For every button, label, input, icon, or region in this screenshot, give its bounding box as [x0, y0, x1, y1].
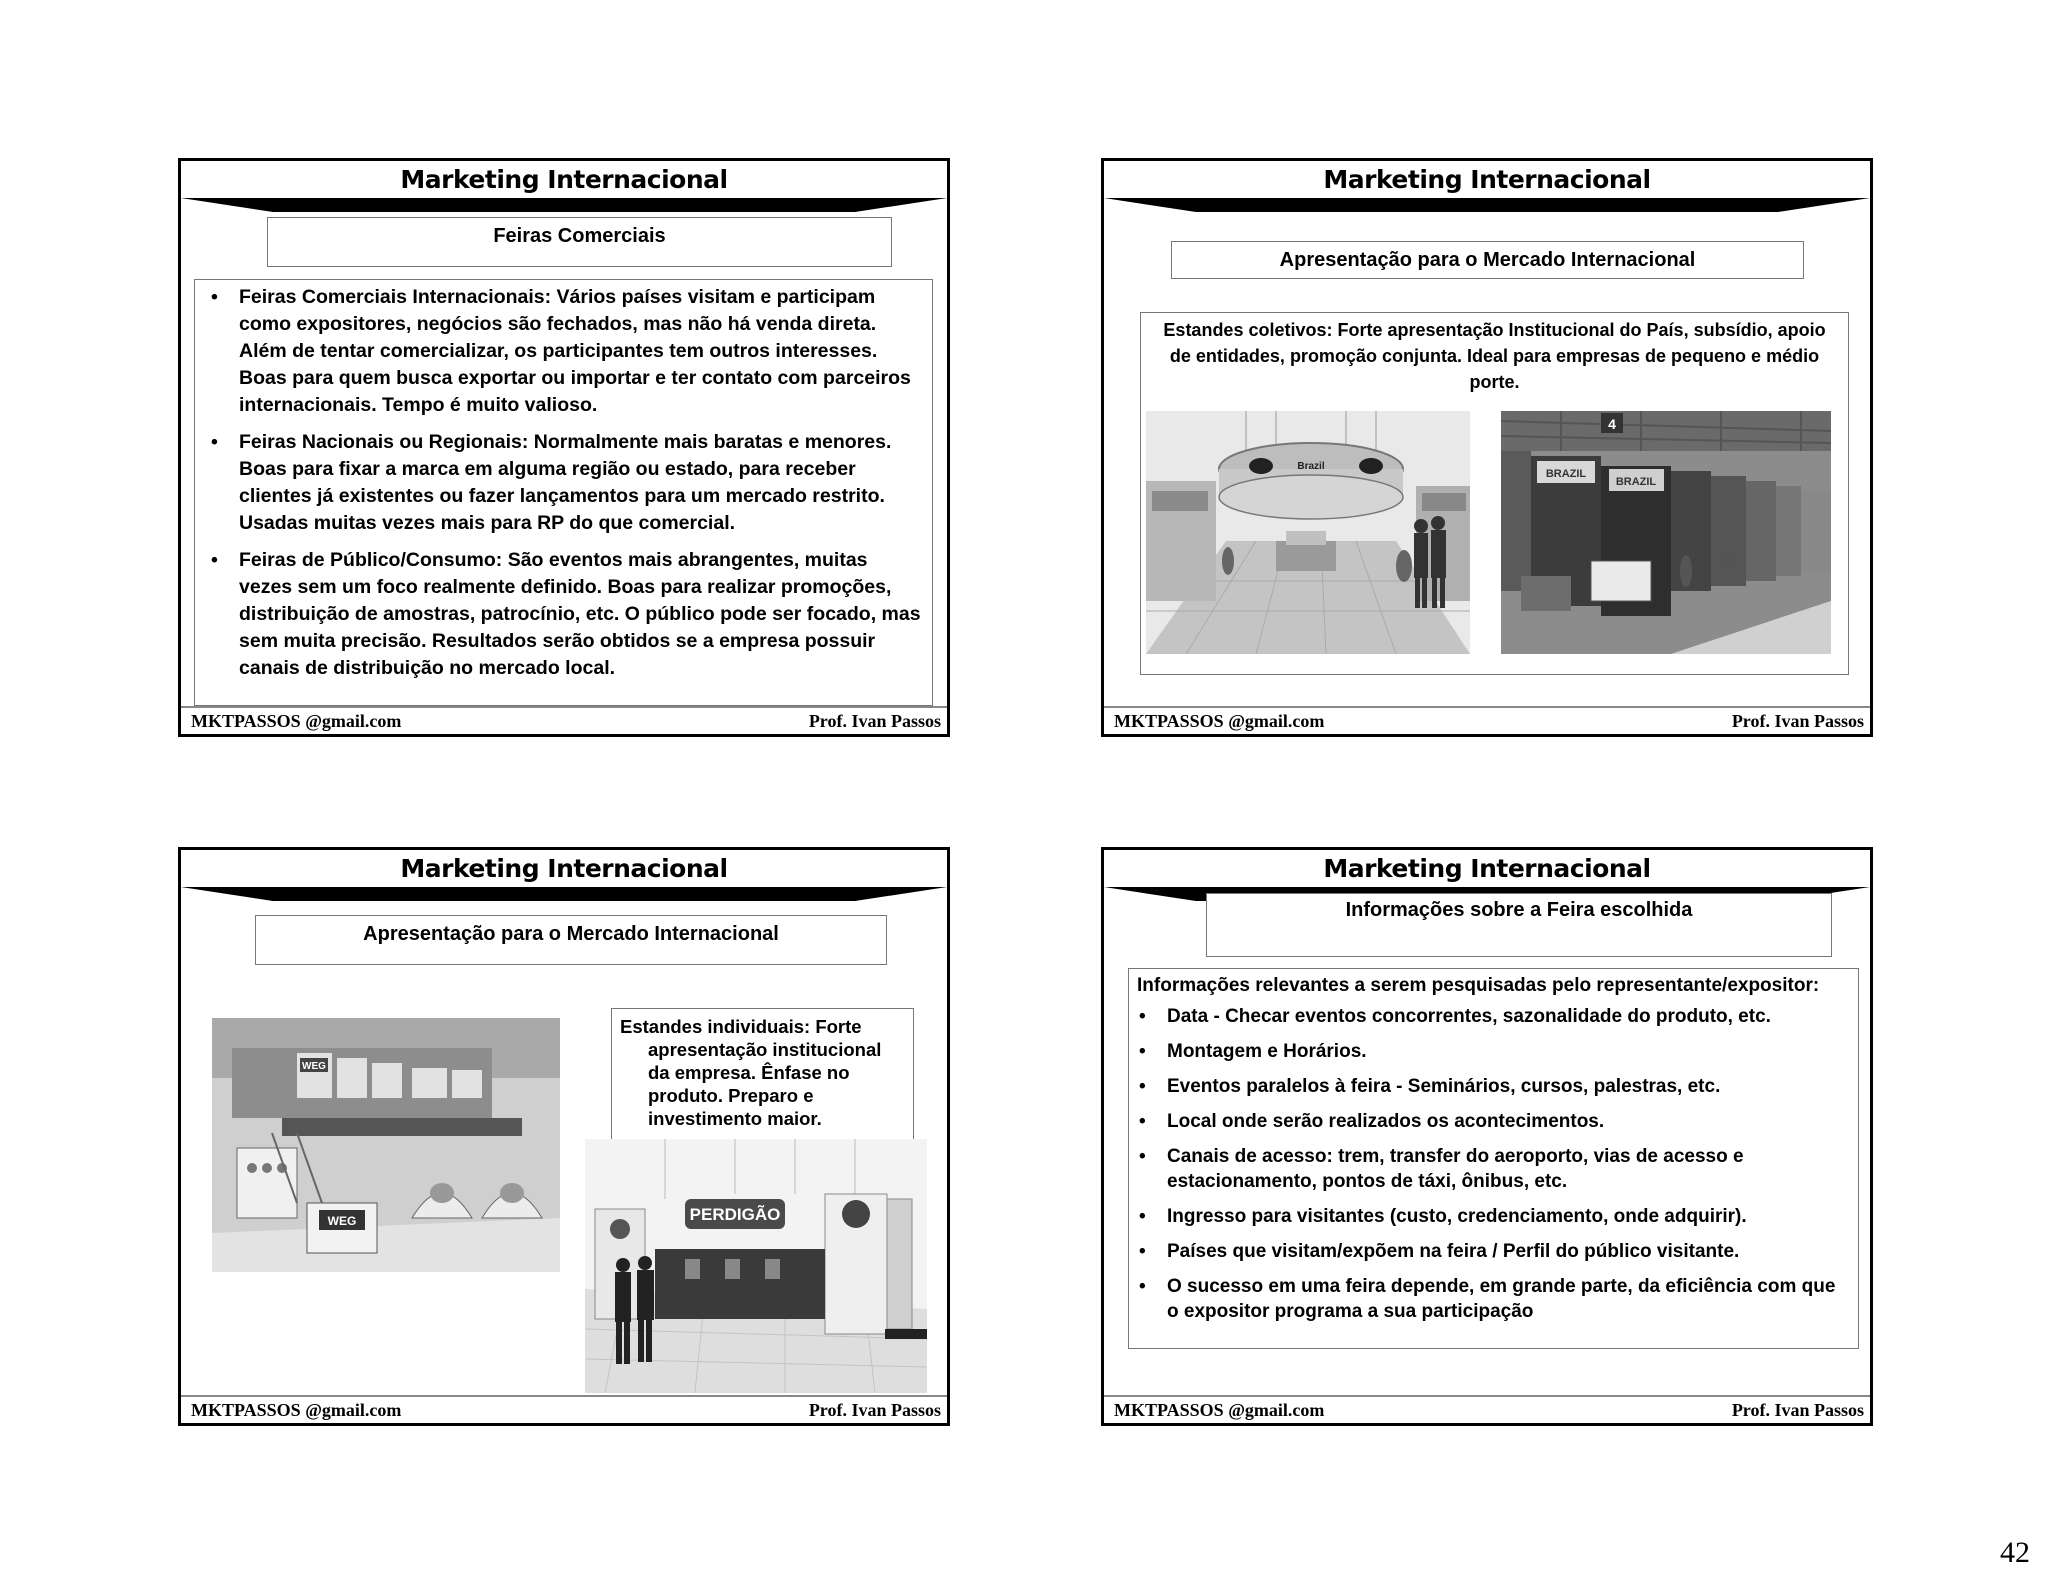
footer-email: MKTPASSOS @gmail.com: [1114, 1400, 1325, 1420]
bullet-item: [203, 547, 924, 682]
bullet-dot: •: [211, 549, 218, 571]
bullet-item: [1137, 1274, 1850, 1324]
slide-informacoes-feira: [1101, 847, 1873, 1426]
footer-email: MKTPASSOS @gmail.com: [191, 711, 402, 731]
footer-rule: [1104, 1395, 1870, 1397]
slide-title: Marketing Internacional: [400, 854, 728, 883]
title-rule: [181, 198, 947, 212]
description-text: Estandes coletivos: Forte apresentação Institucional do País, subsídio, apoio de entidades, promoção conjunta. Ideal para empresas de pequeno e médio porte.: [1163, 320, 1826, 392]
bullet-text: Feiras Comerciais Internacionais: Vários países visitam e participam como expositores, negócios são fechados, mas não há venda direta. Além de tentar comercializar, os participantes tem outros interesses. Boas para quem busca exportar ou importar e ter contato com parceiros internacionais. Tempo é muito valioso.: [239, 286, 911, 416]
bullet-text: O sucesso em uma feira depende, em grande parte, da eficiência com que o expositor programa a sua participação: [1167, 1276, 1836, 1322]
perdigao-stand-photo: [585, 1139, 927, 1393]
footer-email: MKTPASSOS @gmail.com: [1114, 711, 1325, 731]
bullet-item: [1137, 1074, 1850, 1099]
bullet-text: Eventos paralelos à feira - Seminários, cursos, palestras, etc.: [1167, 1076, 1721, 1097]
slide-subtitle: Feiras Comerciais: [493, 225, 666, 247]
pavilion-sign: Brazil: [1297, 461, 1325, 472]
bullet-item: [1137, 1109, 1850, 1134]
bullet-item: [1137, 1204, 1850, 1229]
slide-feiras-comerciais: [178, 158, 950, 737]
footer-rule: [181, 1395, 947, 1397]
trade-fair-photo-pavilion: [1146, 411, 1470, 654]
slide-title: Marketing Internacional: [400, 165, 728, 194]
bullet-text: Data - Checar eventos concorrentes, sazonalidade do produto, etc.: [1167, 1006, 1771, 1027]
title-rule: [181, 887, 947, 901]
bullet-dot: •: [1139, 1041, 1146, 1062]
weg-stand-photo: [212, 1018, 560, 1272]
subtitle-box: [255, 915, 887, 965]
bullet-dot: •: [1139, 1076, 1146, 1097]
page-number: 42: [2000, 1536, 2030, 1569]
bullet-dot: •: [1139, 1276, 1146, 1297]
footer-email: MKTPASSOS @gmail.com: [191, 1400, 402, 1420]
slide-estandes-individuais: [178, 847, 950, 1426]
hall-number: 4: [1608, 416, 1616, 432]
weg-logo-desk: WEG: [327, 1214, 357, 1228]
subtitle-box: [267, 217, 892, 267]
bullet-text: Canais de acesso: trem, transfer do aeroporto, vias de acesso e estacionamento, pontos de táxi, ônibus, etc.: [1167, 1146, 1744, 1192]
footer-rule: [181, 706, 947, 708]
description-box: [611, 1008, 914, 1153]
bullet-item: [203, 429, 924, 537]
bullet-dot: •: [1139, 1206, 1146, 1227]
info-intro: Informações relevantes a serem pesquisadas pelo representante/expositor:: [1137, 975, 1820, 996]
bullet-item: [1137, 1144, 1850, 1194]
bullet-item: [1137, 1004, 1850, 1029]
info-box: [1128, 968, 1859, 1349]
stand-sign: BRAZIL: [1545, 468, 1587, 480]
bullet-text: Local onde serão realizados os acontecimentos.: [1167, 1111, 1605, 1132]
subtitle-box: [1171, 241, 1804, 279]
bullet-dot: •: [211, 286, 218, 308]
subtitle-box: [1206, 893, 1832, 957]
bullet-text: Montagem e Horários.: [1167, 1041, 1367, 1062]
footer-author: Prof. Ivan Passos: [808, 1400, 941, 1420]
bullet-dot: •: [1139, 1241, 1146, 1262]
stand-sign: BRAZIL: [1615, 476, 1657, 488]
bullet-text: Ingresso para visitantes (custo, credenciamento, onde adquirir).: [1167, 1206, 1747, 1227]
bullet-text: Países que visitam/expõem na feira / Perfil do público visitante.: [1167, 1241, 1740, 1262]
description-text: Estandes individuais: Forte apresentação institucional da empresa. Ênfase no produto. Preparo e investimento maior.: [620, 1016, 882, 1129]
trade-fair-photo-hall: [1501, 411, 1831, 654]
bullet-dot: •: [1139, 1111, 1146, 1132]
bullet-item: [1137, 1239, 1850, 1264]
footer-author: Prof. Ivan Passos: [1731, 1400, 1864, 1420]
bullet-dot: •: [1139, 1006, 1146, 1027]
slide-estandes-coletivos: [1101, 158, 1873, 737]
slide-title: Marketing Internacional: [1323, 165, 1651, 194]
bullet-dot: •: [211, 431, 218, 453]
bullet-box: [194, 279, 933, 706]
bullet-text: Feiras Nacionais ou Regionais: Normalmente mais baratas e menores. Boas para fixar a marca em alguma região ou estado, para receber clientes já existentes ou fazer lançamentos para um mercado restrito. Usadas muitas vezes mais para RP do que comercial.: [239, 431, 892, 534]
bullet-dot: •: [1139, 1146, 1146, 1167]
bullet-text: Feiras de Público/Consumo: São eventos mais abrangentes, muitas vezes sem um foco realmente definido. Boas para realizar promoções, distribuição de amostras, patrocínio, etc. O público pode ser focado, mas sem muita precisão. Resultados serão obtidos se a empresa possuir canais de distribuição no mercado local.: [239, 549, 921, 679]
title-rule: [1104, 198, 1870, 212]
slide-subtitle: Apresentação para o Mercado Internacional: [363, 923, 779, 945]
slide-subtitle: Informações sobre a Feira escolhida: [1345, 899, 1693, 921]
perdigao-sign: PERDIGÃO: [689, 1205, 781, 1224]
footer-author: Prof. Ivan Passos: [808, 711, 941, 731]
slide-title: Marketing Internacional: [1323, 854, 1651, 883]
footer-rule: [1104, 706, 1870, 708]
weg-logo-top: WEG: [302, 1061, 326, 1072]
footer-author: Prof. Ivan Passos: [1731, 711, 1864, 731]
bullet-item: [203, 284, 924, 419]
slide-subtitle: Apresentação para o Mercado Internacional: [1279, 249, 1696, 271]
bullet-item: [1137, 1039, 1850, 1064]
